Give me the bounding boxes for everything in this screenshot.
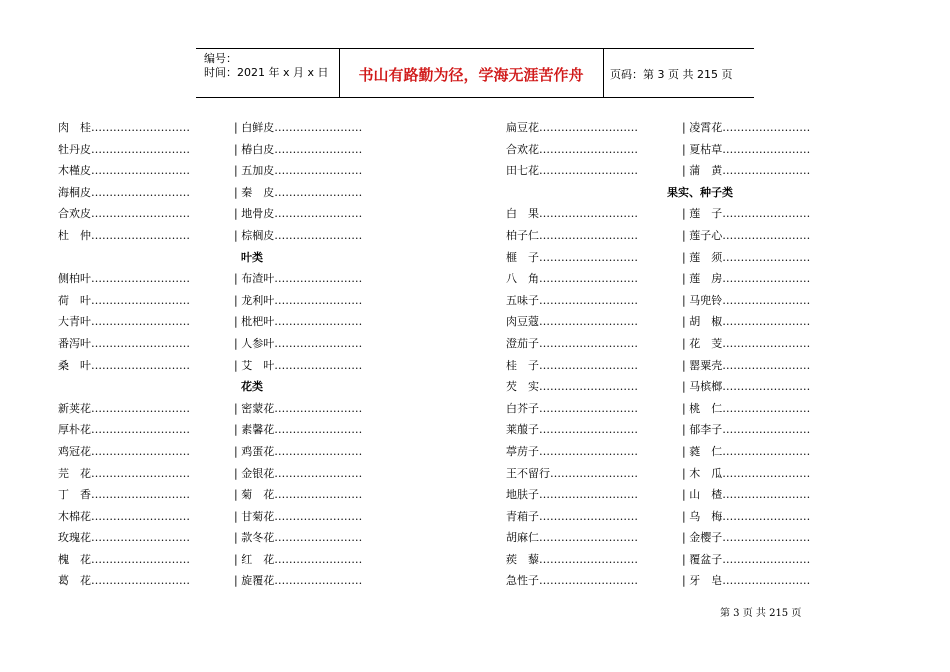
index-row — [506, 506, 826, 528]
index-row — [58, 160, 378, 182]
entry-left: 澄茄子……………………… — [506, 336, 638, 350]
entry-right: | 胡 椒…………………… — [682, 315, 811, 329]
index-row — [58, 139, 378, 161]
index-row — [58, 268, 378, 290]
index-row — [506, 527, 826, 549]
entry-left: 王不留行…………………… — [506, 466, 638, 480]
entry-left: 五味子……………………… — [506, 293, 638, 307]
index-row — [58, 355, 378, 377]
entry-right: | 花 芰…………………… — [682, 336, 811, 350]
index-row — [506, 398, 826, 420]
right-column — [506, 117, 826, 592]
entry-right: | 龙利叶…………………… — [234, 293, 363, 307]
entry-right: | 覆盆子…………………… — [682, 552, 811, 566]
entry-right: | 艾 叶…………………… — [234, 358, 363, 372]
entry-left: 葶苈子……………………… — [506, 444, 638, 458]
index-row — [506, 333, 826, 355]
header-divider — [603, 49, 604, 97]
serial-number-label: 编号： — [204, 52, 237, 65]
entry-left: 肉豆蔻……………………… — [506, 315, 638, 329]
entry-left: 木棉花……………………… — [58, 509, 190, 523]
entry-right: | 椿白皮…………………… — [234, 142, 363, 156]
entry-right: | 红 花…………………… — [234, 552, 363, 566]
entry-left: 榧 子……………………… — [506, 250, 638, 264]
entry-right: | 山 楂…………………… — [682, 488, 811, 502]
index-row — [506, 463, 826, 485]
entry-right: | 棕榈皮…………………… — [234, 228, 363, 242]
index-row — [506, 225, 826, 247]
entry-left: 合欢花……………………… — [506, 142, 638, 156]
entry-right: | 旋覆花…………………… — [234, 574, 363, 588]
entry-right: | 马兜铃…………………… — [682, 293, 811, 307]
entry-left: 桑 叶……………………… — [58, 358, 190, 372]
entry-left: 白芥子……………………… — [506, 401, 638, 415]
index-row — [58, 290, 378, 312]
index-row — [506, 247, 826, 269]
entry-right: | 夏枯草…………………… — [682, 142, 811, 156]
entry-right: | 蒲 黄…………………… — [682, 164, 811, 178]
index-row — [58, 441, 378, 463]
entry-left: 海桐皮……………………… — [58, 185, 190, 199]
entry-left: 玫瑰花……………………… — [58, 531, 190, 545]
entry-left: 槐 花……………………… — [58, 552, 190, 566]
entry-left: 急性子……………………… — [506, 574, 638, 588]
entry-right: | 甘菊花…………………… — [234, 509, 363, 523]
entry-left: 白 果……………………… — [506, 207, 638, 221]
entry-right: | 木 瓜…………………… — [682, 466, 811, 480]
entry-right: | 马槟榔…………………… — [682, 380, 811, 394]
index-row — [506, 203, 826, 225]
entry-left: 八 角……………………… — [506, 272, 638, 286]
entry-right: | 乌 梅…………………… — [682, 509, 811, 523]
entry-left: 莱菔子……………………… — [506, 423, 638, 437]
header-meta — [204, 52, 329, 80]
entry-right: | 牙 皂…………………… — [682, 574, 811, 588]
index-row — [58, 203, 378, 225]
index-row — [58, 311, 378, 333]
entry-right: | 桃 仁…………………… — [682, 401, 811, 415]
entry-left: 蒺 藜……………………… — [506, 552, 638, 566]
page-footer: 第 3 页 共 215 页 — [720, 608, 802, 619]
entry-left: 丁 香……………………… — [58, 488, 190, 502]
entry-left: 鸡冠花……………………… — [58, 444, 190, 458]
entry-right: | 素馨花…………………… — [234, 423, 363, 437]
entry-left: 肉 桂……………………… — [58, 121, 190, 134]
left-column — [58, 117, 378, 592]
index-row — [506, 484, 826, 506]
entry-right: | 地骨皮…………………… — [234, 207, 363, 221]
index-row — [58, 527, 378, 549]
index-row — [506, 570, 826, 592]
entry-right: | 款冬花…………………… — [234, 531, 363, 545]
entry-left: 葛 花……………………… — [58, 574, 190, 588]
entry-left: 杜 仲……………………… — [58, 228, 190, 242]
index-row — [506, 441, 826, 463]
entry-right: | 人参叶…………………… — [234, 336, 363, 350]
entry-right: | 金银花…………………… — [234, 466, 363, 480]
entry-left: 木槿皮……………………… — [58, 164, 190, 178]
entry-left: 芫 花……………………… — [58, 466, 190, 480]
index-row — [506, 268, 826, 290]
category-heading: 花类 — [241, 380, 263, 394]
index-row — [506, 355, 826, 377]
entry-left: 荷 叶……………………… — [58, 293, 190, 307]
index-row — [506, 549, 826, 571]
entry-right: | 布渣叶…………………… — [234, 272, 363, 286]
entry-left: 田七花……………………… — [506, 164, 638, 178]
category-heading: 叶类 — [241, 250, 263, 264]
entry-right: | 蕤 仁…………………… — [682, 444, 811, 458]
entry-left: 侧柏叶……………………… — [58, 272, 190, 286]
entry-left: 大青叶……………………… — [58, 315, 190, 329]
entry-right: | 秦 皮…………………… — [234, 185, 363, 199]
index-row — [58, 182, 378, 204]
entry-left: 扁豆花……………………… — [506, 121, 638, 134]
index-row — [58, 570, 378, 592]
entry-right: | 枇杷叶…………………… — [234, 315, 363, 329]
index-row — [506, 160, 826, 182]
entry-right: | 莲子心…………………… — [682, 228, 811, 242]
entry-right: | 郁李子…………………… — [682, 423, 811, 437]
entry-left: 地肤子……………………… — [506, 488, 638, 502]
entry-right: | 凌霄花…………………… — [682, 121, 811, 134]
entry-left: 合欢皮……………………… — [58, 207, 190, 221]
index-row — [58, 225, 378, 247]
entry-right: | 菊 花…………………… — [234, 488, 363, 502]
entry-left: 厚朴花……………………… — [58, 423, 190, 437]
entry-left: 柏子仁……………………… — [506, 228, 638, 242]
entry-left: 番泻叶……………………… — [58, 336, 190, 350]
entry-right: | 莲 子…………………… — [682, 207, 811, 221]
index-row — [58, 333, 378, 355]
date-label: 时间：2021 年 x 月 x 日 — [204, 66, 329, 79]
entry-left: 胡麻仁……………………… — [506, 531, 638, 545]
index-row — [58, 117, 378, 139]
entry-right: | 白鲜皮…………………… — [234, 121, 363, 134]
index-row — [58, 463, 378, 485]
index-row — [58, 549, 378, 571]
index-row — [506, 290, 826, 312]
index-row — [506, 419, 826, 441]
entry-left: 芡 实……………………… — [506, 380, 638, 394]
index-row — [506, 311, 826, 333]
index-row — [506, 117, 826, 139]
entry-right: | 莲 房…………………… — [682, 272, 811, 286]
header-page-label: 页码：第 3 页 共 215 页 — [610, 68, 733, 81]
index-row — [506, 376, 826, 398]
category-heading: 果实、种子类 — [667, 185, 733, 199]
index-row — [58, 484, 378, 506]
entry-right: | 金樱子…………………… — [682, 531, 811, 545]
index-row — [58, 419, 378, 441]
entry-right: | 莲 须…………………… — [682, 250, 811, 264]
entry-left: 新荚花……………………… — [58, 401, 190, 415]
page-header — [196, 48, 754, 98]
entry-left: 牡丹皮……………………… — [58, 142, 190, 156]
entry-right: | 密蒙花…………………… — [234, 401, 363, 415]
entry-right: | 五加皮…………………… — [234, 164, 363, 178]
entry-right: | 罂粟壳…………………… — [682, 358, 811, 372]
header-motto: 书山有路勤为径，学海无涯苦作舟 — [358, 66, 584, 84]
index-row — [506, 139, 826, 161]
index-row — [58, 506, 378, 528]
entry-left: 桂 子……………………… — [506, 358, 638, 372]
index-row — [58, 398, 378, 420]
entry-left: 青葙子……………………… — [506, 509, 638, 523]
entry-right: | 鸡蛋花…………………… — [234, 444, 363, 458]
